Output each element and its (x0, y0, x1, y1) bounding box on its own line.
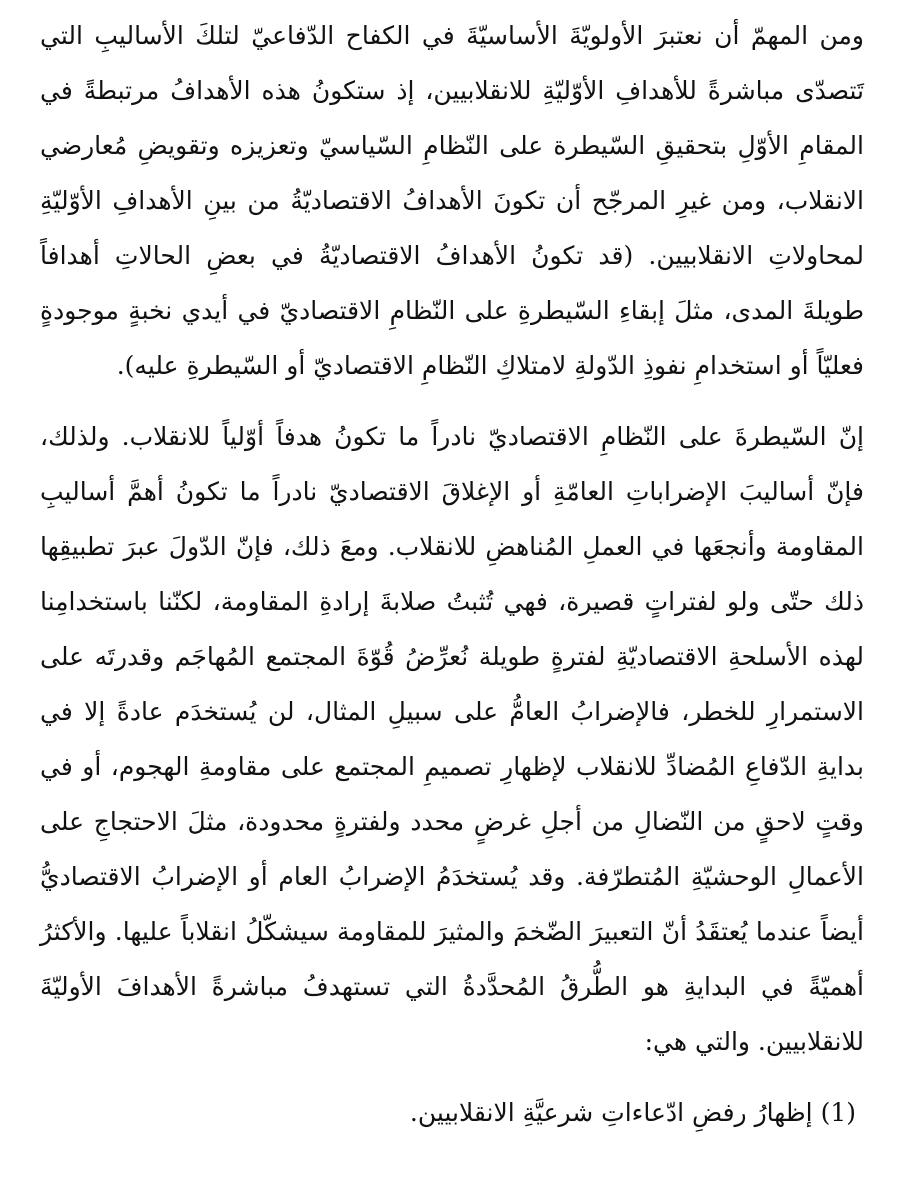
document-page (40, 8, 864, 1140)
list-item: (1) إظهارُ رفضِ ادّعاءاتِ شرعيَّةِ الانقلابيين. (409, 1098, 856, 1127)
paragraph-economic-control: إنّ السّيطرةَ على النّظامِ الاقتصاديّ نادراً ما تكونُ هدفاً أوّلياً للانقلاب. ولذلك، فإنّ أساليبَ الإضراباتِ العامّةِ أو الإغلاقَ الاقتصاديّ نادراً ما تكونُ أهمَّ أساليبِ المقاومة وأنجعَها في العملِ المُناهضِ للانقلاب. ومعَ ذلك، فإنّ الدّولَ عبرَ تطبيقِها ذلك حتّى ولو لفتراتٍ قصيرة، فهي تُثبتُ صلابةَ إرادةِ المقاومة، لكنّنا باستخدامِنا لهذه الأسلحةِ الاقتصاديّةِ لفترةٍ طويلة نُعرِّضُ قُوّةَ المجتمع المُهاجَم وقدرتَه على الاستمرارِ للخطر، فالإضرابُ العامُّ على سبيلِ المثال، لن يُستخدَم عادةً إلا في بدايةِ الدّفاعِ المُضادِّ للانقلاب لإظهارِ تصميمِ المجتمع على مقاومةِ الهجوم، أو في وقتٍ لاحقٍ من النّضالِ من أجلِ غرضٍ محدد ولفترةٍ محدودة، مثلَ الاحتجاجِ على الأعمالِ الوحشيّةِ المُتطرّفة. وقد يُستخدَمُ الإضرابُ العام أو الإضرابُ الاقتصاديُّ أيضاً عندما يُعتقَدُ أنّ التعبيرَ الضّخمَ والمثيرَ للمقاومة سيشكّلُ انقلاباً عليها. والأكثرُ أهميّةً في البدايةِ هو الطُّرقُ المُحدَّدةُ التي تستهدفُ مباشرةً الأهدافَ الأوليّةَ للانقلابيين. والتي هي: (40, 422, 865, 1056)
paragraph-priority-of-defense: ومن المهمّ أن نعتبرَ الأولويّةَ الأساسيّةَ في الكفاح الدّفاعيّ لتلكَ الأساليبِ التي تَتصدّى مباشرةً للأهدافِ الأوّليّةِ للانقلابيين، إذ ستكونُ هذه الأهدافُ مرتبطةً في المقامِ الأوّلِ بتحقيقِ السّيطرة على النّظامِ السّياسيّ وتعزيزه وتقويضِ مُعارضي الانقلاب، ومن غيرِ المرجّح أن تكونَ الأهدافُ الاقتصاديّةُ من بينِ الأهدافِ الأوّليّةِ لمحاولاتِ الانقلابيين. (قد تكونُ الأهدافُ الاقتصاديّةُ في بعضِ الحالاتِ أهدافاً طويلةَ المدى، مثلَ إبقاءِ السّيطرةِ على النّظامِ الاقتصاديّ في أيدي نخبةٍ موجودةٍ فعليّاً أو استخدامِ نفوذِ الدّولةِ لامتلاكِ النّظامِ الاقتصاديّ أو السّيطرةِ عليه). (40, 21, 864, 380)
